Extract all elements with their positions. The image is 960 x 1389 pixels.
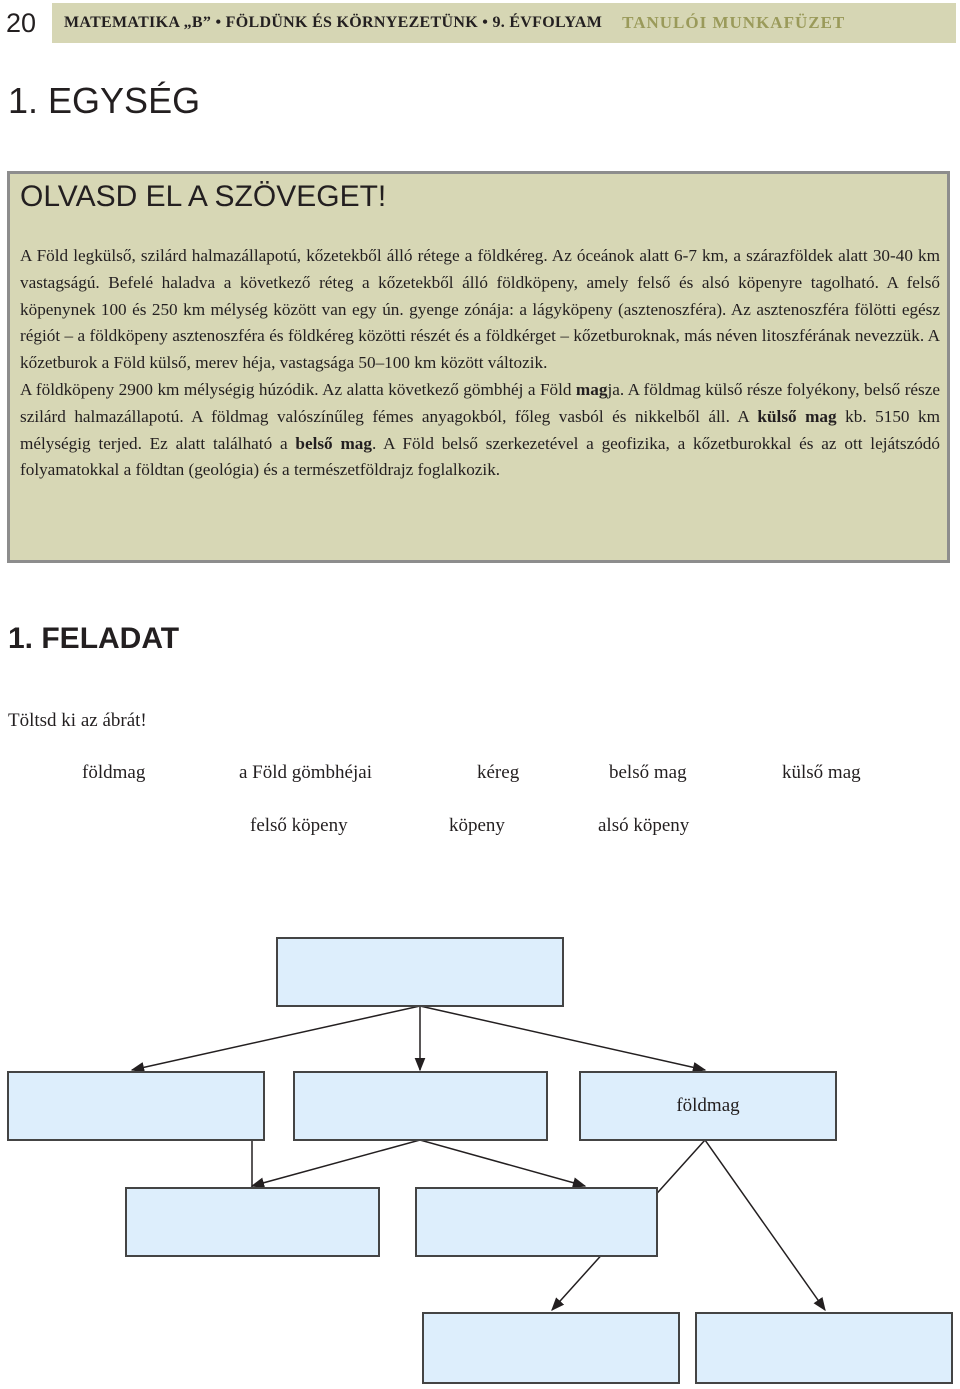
word-option[interactable]: felső köpeny <box>250 815 348 836</box>
diagram-box-level2-left[interactable] <box>7 1071 265 1141</box>
reading-p2-text: kb. 5150 km mélységig terjed. Ez alatt található a <box>20 406 940 453</box>
reading-p2-text: ja. A földmag külső része folyékony, belső része szilárd halmazállapotú. A földmag valószínűleg fémes anyagokból, főleg vasból és nikkelből áll. A <box>20 379 941 426</box>
connector-line <box>252 1140 420 1186</box>
diagram-box-root[interactable] <box>276 937 564 1007</box>
unit-title: 1. EGYSÉG <box>8 80 201 121</box>
reading-p2-bold: külső mag <box>757 406 837 426</box>
diagram-box-foldmag[interactable]: földmag <box>579 1071 837 1141</box>
connector-line <box>132 1006 420 1070</box>
word-option[interactable]: alsó köpeny <box>598 815 690 836</box>
connector-line <box>420 1140 585 1186</box>
reading-p2-text: A földköpeny 2900 km mélységig húzódik. Az alatta következő gömbhéj a Föld <box>20 379 576 399</box>
connector-line <box>705 1140 825 1310</box>
word-option[interactable]: köpeny <box>449 815 505 836</box>
reading-paragraph-1: A Föld legkülső, szilárd halmazállapotú, kőzetekből álló rétege a földkéreg. Az óceánok alatt 6-7 km, a szárazföldek alatt 30-40 km vastagságú. Befelé haladva a következő réteg a kőzetekből álló földköpeny, amely felső és alsó köpenyre tagolható. A felső köpenynek 100 és 250 km mélység között van egy ún. gyenge zónája: a lágyköpeny (asztenoszféra). Az asztenoszféra fölötti egész régiót – a földköpeny asztenoszféra és földkéreg közötti részét és a földkérget – kőzetburoknak, más néven litoszférának nevezzük. A kőzetburok a Föld külső, merev héja, vastagsága 50–100 km között változik. <box>20 246 940 373</box>
task-title: 1. FELADAT <box>8 622 180 655</box>
reading-p2-bold: belső mag <box>295 433 372 453</box>
word-option[interactable]: kéreg <box>477 762 520 783</box>
word-option[interactable]: a Föld gömbhéjai <box>239 762 372 783</box>
reading-p2-bold: mag <box>575 379 608 399</box>
task-instruction: Töltsd ki az ábrát! <box>8 710 147 731</box>
reading-title: OLVASD EL A SZÖVEGET! <box>20 180 387 213</box>
diagram-box-level2-middle[interactable] <box>293 1071 548 1141</box>
reading-p2-text: . A Föld belső szerkezetével a geofizika, a kőzetburokkal és az ott lejátszódó folyamatokkal a földtan (geológia) és a természetföldrajz foglalkozik. <box>20 433 940 480</box>
diagram-box-level4-right[interactable] <box>695 1312 953 1384</box>
page-number: 20 <box>6 8 37 38</box>
diagram-box-level3-left[interactable] <box>125 1187 380 1257</box>
connector-line <box>420 1006 705 1070</box>
word-option[interactable]: belső mag <box>609 762 687 783</box>
diagram-box-level4-left[interactable] <box>422 1312 680 1384</box>
word-option[interactable]: külső mag <box>782 762 861 783</box>
diagram-box-level3-right[interactable] <box>415 1187 658 1257</box>
header-workbook-label: TANULÓI MUNKAFÜZET <box>622 13 846 32</box>
word-option[interactable]: földmag <box>82 762 146 783</box>
header-course-title: MATEMATIKA „B” • FÖLDÜNK ÉS KÖRNYEZETÜNK • 9. ÉVFOLYAM <box>64 14 603 31</box>
